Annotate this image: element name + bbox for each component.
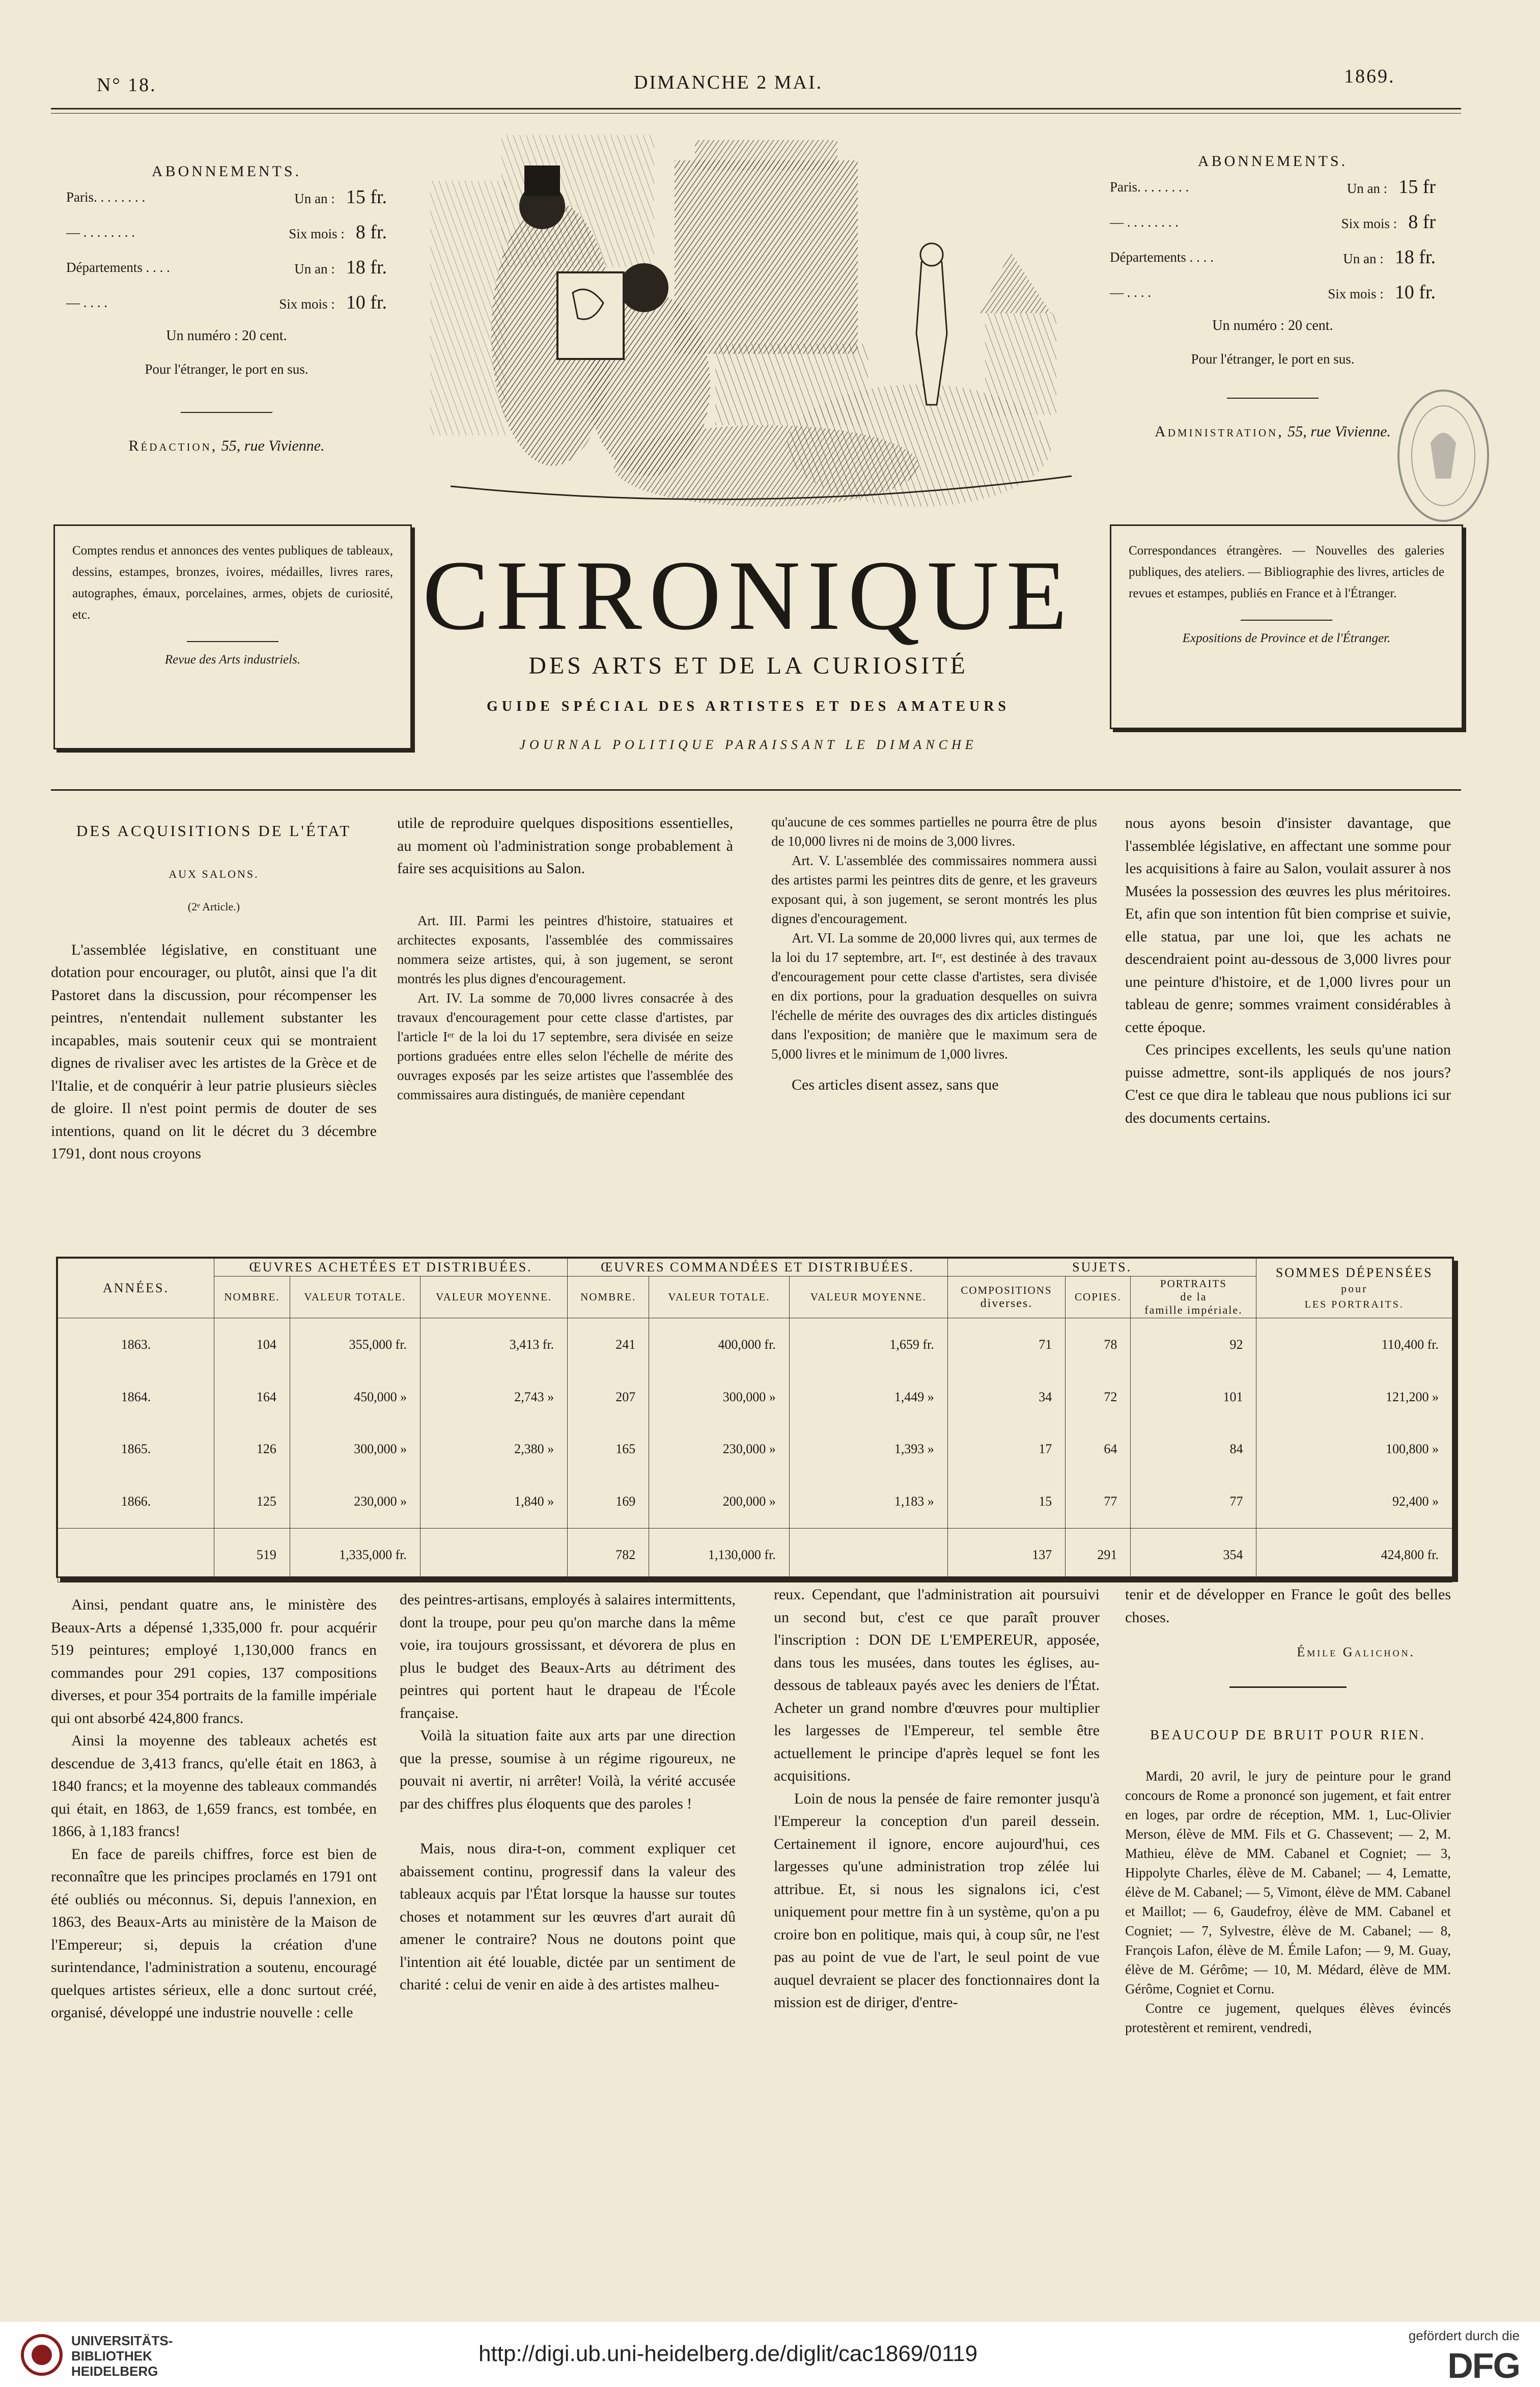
article-column-1 <box>51 820 377 1165</box>
table-cell: 400,000 fr. <box>649 1318 790 1371</box>
total-cell: 137 <box>947 1528 1066 1582</box>
paragraph: utile de reproduire quelques dispositions essentielles, au moment où l'administration songe probablement à faire ses acquisitions au Salon. <box>397 815 733 877</box>
table-cell: 104 <box>214 1318 290 1371</box>
article-column-4 <box>1125 812 1451 1129</box>
table-cell: 77 <box>1066 1475 1131 1528</box>
rate-price: 10 fr. <box>346 292 387 313</box>
rate-term: Un an : <box>294 261 335 276</box>
total-cell <box>58 1528 214 1582</box>
article-subheading: AUX SALONS. <box>169 867 259 880</box>
totals-row <box>58 1528 1452 1582</box>
paragraph: Ainsi, pendant quatre ans, le ministère des Beaux-Arts a dépensé 1,335,000 fr. pour acquérir 519 peintures; employé 1,130,000 francs en commandes pour 291 copies, 137 compositions diverses, et pour 354 portraits de la famille impériale qui ont absorbé 424,800 francs. <box>51 1596 377 1727</box>
paragraph: Loin de nous la pensée de faire remonter jusqu'à l'Empereur la conception d'un pareil dessein. Certainement il ignore, encore aujourd'hui, ces largesses qu'une administration trop zélée lui attribue. Et, si nous les signalons ici, c'est uniquement pour mettre fin à un système, qu'on a pu croire bon en politique, mais qui, à coup sûr, ne l'est pas au point de vue de l'art, le seul point de vue auquel devraient se placer des fonctionnaires dont la mission est de diriger, d'entre- <box>774 1790 1100 2011</box>
price-per-issue: Un numéro : 20 cent. <box>166 328 287 344</box>
table-row <box>58 1423 1452 1475</box>
subscription-rates <box>66 180 387 321</box>
article-note: (2ᵉ Article.) <box>187 900 240 913</box>
rate-price: 18 fr. <box>1394 246 1436 268</box>
paragraph: Art. III. Parmi les peintres d'histoire, statuaires et architectes exposants, l'assemblée des commissaires nommera seize artistes, qui, à son jugement, se seront montrés les plus dignes d'encouragement. <box>397 912 733 986</box>
rate-term: Six mois : <box>1341 216 1397 231</box>
acquisitions-table <box>58 1258 1452 1583</box>
rate-row <box>66 286 387 321</box>
table-cell: 78 <box>1066 1318 1131 1371</box>
article2-column-4 <box>1125 1584 1451 2037</box>
header-total-value: VALEUR TOTALE. <box>290 1276 420 1318</box>
rate-value <box>1347 170 1436 205</box>
permalink[interactable]: http://digi.ub.uni-heidelberg.de/diglit/cac1869/0119 <box>479 2341 978 2366</box>
rate-row <box>1110 205 1436 240</box>
rate-price: 15 fr. <box>346 186 387 208</box>
library-name: UNIVERSITÄTS- BIBLIOTHEK HEIDELBERG <box>71 2333 173 2379</box>
paragraph: reux. Cependant, que l'administration ait poursuivi un second but, c'est ce que paraît prouver l'inscription : DON DE L'EMPEREUR, apposée, dans tous les musées, dans toutes les églises, au-dessous de tableaux payés avec les deniers de l'État. Acheter un grand nombre d'œuvres pour multiplier les largesses de l'Empereur, tel semble être actuellement le principe d'après lequel se font les acquisitions. <box>774 1586 1100 1784</box>
table-cell: 100,800 » <box>1256 1423 1452 1475</box>
header-number: NOMBRE. <box>568 1276 649 1318</box>
rate-price: 15 fr <box>1398 176 1436 198</box>
table-cell: 110,400 fr. <box>1256 1318 1452 1371</box>
table-cell: 1864. <box>58 1371 214 1423</box>
rate-value <box>294 251 387 286</box>
digitization-footer <box>0 2322 1540 2387</box>
total-cell <box>421 1528 568 1582</box>
top-rule <box>51 108 1461 109</box>
rate-row <box>1110 240 1436 275</box>
table-cell: 121,200 » <box>1256 1371 1452 1423</box>
table-header-row <box>58 1259 1452 1276</box>
total-cell <box>789 1528 947 1582</box>
rate-term: Six mois : <box>279 296 335 312</box>
masthead-rule <box>51 789 1461 791</box>
table-cell: 1,449 » <box>789 1371 947 1423</box>
price-per-issue: Un numéro : 20 cent. <box>1212 318 1333 334</box>
divider <box>1241 620 1332 621</box>
article2-column-3 <box>774 1584 1100 2014</box>
article-heading: BEAUCOUP DE BRUIT POUR RIEN. <box>1150 1727 1426 1742</box>
content-box-right <box>1110 524 1463 729</box>
table-cell: 1,659 fr. <box>789 1318 947 1371</box>
section-divider <box>1229 1686 1347 1688</box>
rate-place: — . . . . <box>1110 285 1151 300</box>
administration-office: Administration, 55, rue Vivienne. <box>1155 423 1391 440</box>
table-cell: 125 <box>214 1475 290 1528</box>
content-box-left <box>53 524 412 750</box>
foreign-postage: Pour l'étranger, le port en sus. <box>145 362 309 377</box>
rate-term: Six mois : <box>289 226 345 241</box>
rate-row <box>66 251 387 286</box>
header-total-value: VALEUR TOTALE. <box>649 1276 790 1318</box>
table-cell: 3,413 fr. <box>421 1318 568 1371</box>
masthead-engraving <box>410 120 1112 537</box>
table-cell: 230,000 » <box>290 1475 420 1528</box>
table-cell: 92,400 » <box>1256 1475 1452 1528</box>
rate-value <box>1341 205 1436 240</box>
table-cell: 1,183 » <box>789 1475 947 1528</box>
rate-place: — . . . . . . . . <box>66 225 135 240</box>
paragraph: Voilà la situation faite aux arts par une direction que la presse, soumise à un régime rigoureux, ne pouvait ni avertir, ni arrêter! Voilà, la vérité accusée par des chiffres plus éloquents que des paroles ! <box>400 1727 736 1812</box>
top-rule-thin <box>51 113 1461 114</box>
subscriptions-left <box>66 163 387 455</box>
table-cell: 300,000 » <box>290 1423 420 1475</box>
foreign-postage: Pour l'étranger, le port en sus. <box>1191 351 1355 367</box>
box-footer: Revue des Arts industriels. <box>164 653 301 667</box>
rate-place: Départements . . . . <box>66 260 170 275</box>
header-purchased: ŒUVRES ACHETÉES ET DISTRIBUÉES. <box>214 1259 568 1276</box>
header-subjects: SUJETS. <box>947 1259 1256 1276</box>
table-cell: 17 <box>947 1423 1066 1475</box>
rate-row <box>66 180 387 215</box>
masthead-subtitle: DES ARTS ET DE LA CURIOSITÉ <box>528 652 968 679</box>
masthead-publication-note: JOURNAL POLITIQUE PARAISSANT LE DIMANCHE <box>519 737 977 752</box>
dfg-logo: DFG <box>1447 2346 1520 2385</box>
header-copies: COPIES. <box>1066 1276 1131 1318</box>
table-cell: 1,840 » <box>421 1475 568 1528</box>
table-cell: 1865. <box>58 1423 214 1475</box>
table-cell: 300,000 » <box>649 1371 790 1423</box>
table-cell: 1866. <box>58 1475 214 1528</box>
rate-value <box>294 180 387 215</box>
table-cell: 169 <box>568 1475 649 1528</box>
table-cell: 101 <box>1131 1371 1256 1423</box>
header-sums: SOMMES DÉPENSÉES pour LES PORTRAITS. <box>1256 1259 1452 1318</box>
paragraph: tenir et de développer en France le goût des belles choses. <box>1125 1586 1451 1626</box>
table-cell: 15 <box>947 1475 1066 1528</box>
box-text: Comptes rendus et annonces des ventes publiques de tableaux, dessins, estampes, bronzes, ivoires, médailles, livres rares, autographes, émaux, porcelaines, armes, objets de curiosité, etc. <box>72 544 393 622</box>
rate-place: — . . . . <box>66 295 107 310</box>
table-row <box>58 1475 1452 1528</box>
table-cell: 1863. <box>58 1318 214 1371</box>
paragraph: qu'aucune de ces sommes partielles ne pourra être de plus de 10,000 livres ni de moins de 3,000 livres. <box>771 814 1097 849</box>
rate-price: 18 fr. <box>346 257 387 278</box>
article-heading: DES ACQUISITIONS DE L'ÉTAT <box>76 822 352 840</box>
header-compositions: COMPOSITIONS diverses. <box>947 1276 1066 1318</box>
rate-place: Paris. . . . . . . . <box>1110 179 1189 195</box>
paragraph: Art. VI. La somme de 20,000 livres qui, aux termes de la loi du 17 septembre, art. Iᵉʳ, est destinée à des travaux d'encouragement pour cette classe d'artistes, sera divisée en dix portions, pour la graduation desquelles on suivra l'échelle de mérite des ouvrages des dix articles distingués dans l'exposition; de manière que le maximum sera de 5,000 livres et le minimum de 1,000 livres. <box>771 930 1097 1062</box>
paragraph: Ainsi la moyenne des tableaux achetés est descendue de 3,413 francs, qu'elle était en 1863, à 1840 francs; et la moyenne des tableaux commandés qui était, en 1863, de 1,659 francs, est tombée, en 1866, à 1,183 francs! <box>51 1732 377 1840</box>
paragraph: Mais, nous dira-t-on, comment expliquer cet abaissement continu, progressif dans la valeur des tableaux acquis par l'État lorsque la hausse sur toutes choses et notamment sur les œuvres d'art aurait dû amener le contraire? Nous ne doutons point que l'intention ait été louable, dictée par un sentiment de charité : celui de venir en aide à des artistes malheu- <box>400 1840 736 1993</box>
table-cell: 230,000 » <box>649 1423 790 1475</box>
table-cell: 241 <box>568 1318 649 1371</box>
subscriptions-heading: ABONNEMENTS. <box>1197 153 1348 170</box>
table-row <box>58 1371 1452 1423</box>
table-cell: 207 <box>568 1371 649 1423</box>
table-cell: 72 <box>1066 1371 1131 1423</box>
table-cell: 92 <box>1131 1318 1256 1371</box>
table-cell: 126 <box>214 1423 290 1475</box>
total-cell: 519 <box>214 1528 290 1582</box>
header-number: NOMBRE. <box>214 1276 290 1318</box>
total-cell: 1,130,000 fr. <box>649 1528 790 1582</box>
article2-column-2 <box>400 1589 736 1996</box>
table-cell: 1,393 » <box>789 1423 947 1475</box>
rate-row <box>1110 275 1436 311</box>
rate-place: Paris. . . . . . . . <box>66 189 146 205</box>
paragraph: des peintres-artisans, employés à salaires intermittents, dont la troupe, pour peu qu'on marche dans la même voie, ira toujours grossissant, et dévorera de plus en plus le budget des Beaux-Arts au détriment des peintres qui portent haut le drapeau de l'École française. <box>400 1591 736 1722</box>
header-years: ANNÉES. <box>58 1259 214 1318</box>
university-seal-icon <box>20 2332 64 2378</box>
subscriptions-right <box>1110 153 1436 440</box>
total-cell: 1,335,000 fr. <box>290 1528 420 1582</box>
header-portraits: PORTRAITS de la famille impériale. <box>1131 1276 1256 1318</box>
table-cell: 84 <box>1131 1423 1256 1475</box>
rate-value <box>279 286 387 321</box>
box-text: Correspondances étrangères. — Nouvelles des galeries publiques, des ateliers. — Bibliographie des livres, articles de revues et estampes, publiés en France et à l'Étranger. <box>1129 544 1444 600</box>
rate-row <box>1110 170 1436 205</box>
rate-price: 8 fr <box>1408 211 1436 233</box>
paragraph: Art. IV. La somme de 70,000 livres consacrée à des travaux d'encouragement pour cette classe d'artistes, par l'article Iᵉʳ de la loi du 17 septembre, sera divisée en seize portions graduées entre elles selon l'échelle de mérite des ouvrages exposés par les seize artistes que l'assemblée des commissaires aura distingués, de manière cependant <box>397 990 733 1102</box>
divider <box>181 412 272 413</box>
header-average-value: VALEUR MOYENNE. <box>789 1276 947 1318</box>
rate-price: 10 fr. <box>1394 282 1436 303</box>
rate-term: Un an : <box>294 191 335 206</box>
paragraph: nous ayons besoin d'insister davantage, que l'assemblée législative, en affectant une somme pour les acquisitions à faire au Salon, voulait assurer à nos Musées la possession des œuvres les plus méritoires. Et, afin que son intention fût bien comprise et suivie, elle statua, par une loi, que les achats ne descendraient point au-dessous de 3,000 livres pour une peinture d'histoire, et de 1,000 livres pour un tableau de genre; sommes vraiment considérables à cette époque. <box>1125 815 1451 1036</box>
total-cell: 424,800 fr. <box>1256 1528 1452 1582</box>
table-row <box>58 1318 1452 1371</box>
table-cell: 2,380 » <box>421 1423 568 1475</box>
issue-number: N° 18. <box>97 74 157 96</box>
box-footer: Expositions de Province et de l'Étranger. <box>1182 631 1391 645</box>
divider <box>187 641 278 642</box>
issue-year: 1869. <box>1344 66 1395 87</box>
subscriptions-heading: ABONNEMENTS. <box>151 163 302 180</box>
rate-value <box>1328 275 1436 311</box>
statistics-table <box>56 1257 1454 1578</box>
rate-price: 8 fr. <box>355 221 387 243</box>
issue-date: DIMANCHE 2 MAI. <box>634 72 823 93</box>
masthead-title: CHRONIQUE <box>422 540 1075 651</box>
rate-place: Départements . . . . <box>1110 249 1214 265</box>
article-column-2 <box>397 812 733 1104</box>
subscription-rates <box>1110 170 1436 311</box>
header-average-value: VALEUR MOYENNE. <box>421 1276 568 1318</box>
table-cell: 355,000 fr. <box>290 1318 420 1371</box>
paragraph: Ces principes excellents, les seuls qu'une nation puisse admettre, sont-ils appliqués de nos jours? C'est ce que dira le tableau que nous publions ici sur des documents certains. <box>1125 1041 1451 1126</box>
table-cell: 77 <box>1131 1475 1256 1528</box>
paragraph: L'assemblée législative, en constituant une dotation pour encourager, ou plutôt, ainsi que l'a dit Pastoret dans la discussion, pour récompenser les peintres, n'entendait nullement substanter les incapables, mais soutenir ceux qui se montraient dignes de rivaliser avec les artistes de la Grèce et de l'Italie, et de conquérir à leur patrie plusieurs siècles de gloire. Il n'est point permis de douter de ses intentions, quand on lit le décret du 3 décembre 1791, dont nous croyons <box>51 941 377 1162</box>
total-cell: 354 <box>1131 1528 1256 1582</box>
paragraph: Mardi, 20 avril, le jury de peinture pour le grand concours de Rome a prononcé son jugement, et fait entrer en loges, par ordre de réception, MM. 1, Luc-Olivier Merson, élève de MM. Fils et G. Chassevent; — 2, M. Mathieu, élève de MM. Cabanel et Cogniet; — 3, Hippolyte Charles, élève de M. Cabanel; — 4, Lematte, élève de M. Cabanel; — 5, Vimont, élève de MM. Cabanel et Maillot; — 6, Gaudefroy, élève de MM. Cabanel et Cogniet; — 7, Sylvestre, élève de M. Cabanel; — 8, François Lafon, élève de M. Émile Lafon; — 9, M. Guay, élève de M. Gérôme; — 10, M. Médard, élève de MM. Gérôme, Cogniet et Cornu. <box>1125 1768 1451 1996</box>
table-cell: 2,743 » <box>421 1371 568 1423</box>
rate-term: Un an : <box>1343 251 1384 266</box>
rate-row <box>66 215 387 251</box>
table-cell: 165 <box>568 1423 649 1475</box>
table-cell: 164 <box>214 1371 290 1423</box>
table-cell: 450,000 » <box>290 1371 420 1423</box>
table-cell: 34 <box>947 1371 1066 1423</box>
table-cell: 71 <box>947 1318 1066 1371</box>
paragraph: En face de pareils chiffres, force est bien de reconnaître que les principes proclamés en 1791 ont été oubliés ou méconnus. Si, depuis l'annexion, en 1863, des Beaux-Arts au ministère de la Maison de l'Empereur; si, depuis la création d'une surintendance, l'administration a soutenu, encouragé quelques artistes sérieux, elle a donc surtout créé, organisé, développé une industrie nouvelle : celle <box>51 1845 377 2021</box>
author-signature: Émile Galichon. <box>1297 1645 1415 1659</box>
library-stamp <box>1395 387 1492 524</box>
table-cell: 200,000 » <box>649 1475 790 1528</box>
total-cell: 291 <box>1066 1528 1131 1582</box>
rate-value <box>1343 240 1436 275</box>
editorial-office: Rédaction, 55, rue Vivienne. <box>128 437 325 454</box>
table-body <box>58 1318 1452 1583</box>
rate-term: Un an : <box>1347 181 1388 196</box>
article-column-3 <box>771 812 1097 1096</box>
total-cell: 782 <box>568 1528 649 1582</box>
table-cell: 64 <box>1066 1423 1131 1475</box>
header-commissioned: ŒUVRES COMMANDÉES ET DISTRIBUÉES. <box>568 1259 948 1276</box>
paragraph: Art. V. L'assemblée des commissaires nommera aussi des artistes parmi les peintres dits de genre, et les graveurs exposant qui, à son jugement, se seront montrés les plus dignes d'encouragement. <box>771 853 1097 926</box>
masthead-tagline: GUIDE SPÉCIAL DES ARTISTES ET DES AMATEURS <box>487 699 1010 714</box>
paragraph: Ces articles disent assez, sans que <box>792 1076 999 1093</box>
paragraph: Contre ce jugement, quelques élèves évincés protestèrent et remirent, vendredi, <box>1125 2001 1451 2035</box>
rate-place: — . . . . . . . . <box>1110 214 1179 230</box>
article3-text <box>1125 1766 1451 2037</box>
divider <box>1227 398 1319 399</box>
rate-term: Six mois : <box>1328 286 1384 301</box>
article2-column-1 <box>51 1594 377 2024</box>
funding-note: gefördert durch die <box>1408 2328 1520 2343</box>
rate-value <box>289 215 387 251</box>
